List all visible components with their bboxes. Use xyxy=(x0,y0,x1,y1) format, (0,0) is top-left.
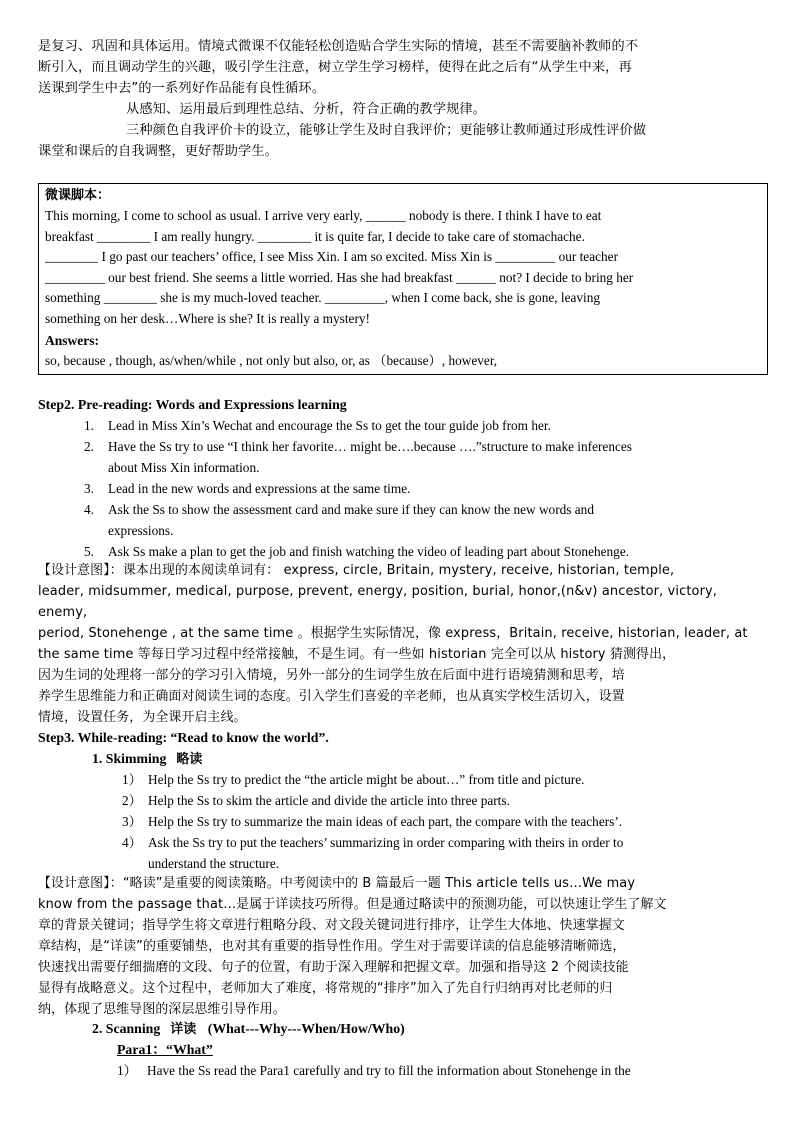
intro-line: 送课到学生中去”的一系列好作品能有良性循环。 xyxy=(38,81,326,96)
script-line: This morning, I come to school as usual. I arrive very early, ______ nobody is there. I think I have to eat xyxy=(45,208,602,223)
skimming-label: 1. Skimming xyxy=(92,751,167,766)
list-text: Help the Ss to skim the article and divide the article into three parts. xyxy=(148,793,510,808)
intro-line: 三种颜色自我评价卡的设立，能够让学生及时自我评价；更能够让教师通过形成性评价做 xyxy=(126,123,647,138)
design-line: period, Stonehenge , at the same time 。根据学生实际情况，像 express，Britain, receive, historian, leader, at xyxy=(38,626,748,641)
skimming-heading xyxy=(92,748,202,770)
skimming-list xyxy=(122,769,758,874)
list-item xyxy=(84,499,756,541)
design-line: 章结构，是“详读”的重要铺垫，也对其有重要的指导性作用。学生对于需要详读的信息能够清晰筛选， xyxy=(38,939,626,954)
script-line: something ________ she is my much-loved teacher. _________, when I come back, she is gone, leaving xyxy=(45,290,601,306)
skimming-label-cn: 略读 xyxy=(176,752,203,767)
micro-lesson-script-box xyxy=(38,183,768,375)
step3-heading: Step3. While-reading: “Read to know the world”. xyxy=(38,730,329,745)
script-line: ________ I go past our teachers’ office, I see Miss Xin. I am so excited. Miss Xin is _________ our teacher xyxy=(45,249,618,265)
list-number: 2. xyxy=(84,439,94,454)
design-line: 纳，体现了思维导图的深层思维引导作用。 xyxy=(38,1002,286,1017)
intro-paragraph-3 xyxy=(38,120,758,162)
list-item xyxy=(122,769,758,790)
list-text-continued: understand the structure. xyxy=(148,856,280,871)
script-box-title: 微课脚本： xyxy=(45,188,111,203)
list-text: Have the Ss try to use “I think her favorite… might be….because ….”structure to make inferences xyxy=(108,439,632,454)
design-line: 因为生词的处理将一部分的学习引入情境，另外一部分的生词学生放在后面中进行语境猜测和思考，培 xyxy=(38,668,625,683)
list-number: 4. xyxy=(84,502,94,517)
list-item xyxy=(117,1060,758,1081)
list-item xyxy=(122,790,758,811)
list-text-continued: expressions. xyxy=(108,523,174,538)
list-text: Lead in Miss Xin’s Wechat and encourage the Ss to get the tour guide job from her. xyxy=(108,418,551,433)
list-item xyxy=(84,436,756,478)
design-line: 【设计意图】：课本出现的本阅读单词有： express, circle, Britain, mystery, receive, historian, temple, xyxy=(38,563,675,578)
list-text: Ask Ss make a plan to get the job and finish watching the video of leading part about Stonehenge. xyxy=(108,544,630,559)
para1-title: Para1：“What” xyxy=(117,1042,213,1057)
design-line: know from the passage that…是属于详读技巧所得。但是通过略读中的预测功能，可以快速让学生了解文 xyxy=(38,897,667,912)
list-text: Ask the Ss to show the assessment card and make sure if they can know the new words and xyxy=(108,502,594,517)
list-item xyxy=(84,478,756,499)
list-item xyxy=(84,541,756,562)
list-text: Help the Ss try to predict the “the article might be about…” from title and picture. xyxy=(148,772,585,787)
list-marker: 1） xyxy=(122,772,142,787)
scanning-label-rest: (What---Why---When/How/Who) xyxy=(207,1021,405,1036)
scanning-label-cn: 详读 xyxy=(170,1022,197,1037)
step2-design-intent xyxy=(38,560,758,728)
list-text-continued: about Miss Xin information. xyxy=(108,460,260,475)
step3-design-intent xyxy=(38,873,758,1020)
list-text: Lead in the new words and expressions at the same time. xyxy=(108,481,411,496)
design-line: leader, midsummer, medical, purpose, prevent, energy, position, burial, honor,(n&v) ancestor, victory, enemy, xyxy=(38,584,718,620)
intro-line: 断引入，而且调动学生的兴趣，吸引学生注意，树立学生学习榜样，使得在此之后有“从学生中来，再 xyxy=(38,60,632,75)
list-number: 5. xyxy=(84,544,94,559)
list-marker: 1） xyxy=(117,1063,137,1078)
step2-heading: Step2. Pre-reading: Words and Expressions learning xyxy=(38,397,347,412)
script-line: breakfast ________ I am really hungry. ________ it is quite far, I decide to take care of stomachache. xyxy=(45,228,585,244)
intro-line: 课堂和课后的自我调整，更好帮助学生。 xyxy=(38,144,279,159)
scanning-label: 2. Scanning xyxy=(92,1021,161,1036)
design-line: 养学生思维能力和正确面对阅读生词的态度。引入学生们喜爱的辛老师，也从真实学校生活切入，设置 xyxy=(38,689,625,704)
scanning-heading xyxy=(92,1018,405,1040)
list-marker: 3） xyxy=(122,814,142,829)
design-line: 显得有战略意义。这个过程中，老师加大了难度，将常规的“排序”加入了先自行归纳再对比老师的归 xyxy=(38,981,613,996)
design-line: 【设计意图】：“略读”是重要的阅读策略。中考阅读中的 B 篇最后一题 This article tells us…We may xyxy=(38,876,636,891)
list-number: 1. xyxy=(84,418,94,433)
list-text: Help the Ss try to summarize the main ideas of each part, the compare with the teachers’. xyxy=(148,814,623,829)
script-line: something on her desk…Where is she? It is really a mystery! xyxy=(45,310,370,326)
intro-paragraph-1 xyxy=(38,36,758,99)
list-marker: 2） xyxy=(122,793,142,808)
para1-list xyxy=(117,1060,758,1081)
list-item xyxy=(122,832,758,874)
step2-list xyxy=(84,415,756,562)
list-item xyxy=(84,415,756,436)
list-number: 3. xyxy=(84,481,94,496)
answers-title: Answers: xyxy=(45,332,99,348)
list-text: Ask the Ss try to put the teachers’ summarizing in order comparing with theirs in order to xyxy=(148,835,624,850)
answers-text: so, because , though, as/when/while , not only but also, or, as （because）, however, xyxy=(45,352,498,368)
intro-line: 是复习、巩固和具体运用。情境式微课不仅能轻松创造贴合学生实际的情境，甚至不需要脑补教师的不 xyxy=(38,39,639,54)
design-line: 快速找出需要仔细揣磨的文段、句子的位置，有助于深入理解和把握文章。加强和指导这 2 个阅读技能 xyxy=(38,960,629,975)
list-text: Have the Ss read the Para1 carefully and try to fill the information about Stonehenge in the xyxy=(147,1063,631,1078)
design-line: the same time 等每日学习过程中经常接触，不是生词。有一些如 historian 完全可以从 history 猜测得出， xyxy=(38,647,676,662)
list-marker: 4） xyxy=(122,835,142,850)
intro-paragraph-2: 从感知、运用最后到理性总结、分析，符合正确的教学规律。 xyxy=(126,102,487,117)
design-line: 章的背景关键词；指导学生将文章进行粗略分段、对文段关键词进行排序，让学生大体地、快速掌握文 xyxy=(38,918,625,933)
design-line: 情境，设置任务，为全课开启主线。 xyxy=(38,710,247,725)
script-line: _________ our best friend. She seems a little worried. Has she had breakfast ______ not? I decide to bring her xyxy=(45,269,634,285)
list-item xyxy=(122,811,758,832)
